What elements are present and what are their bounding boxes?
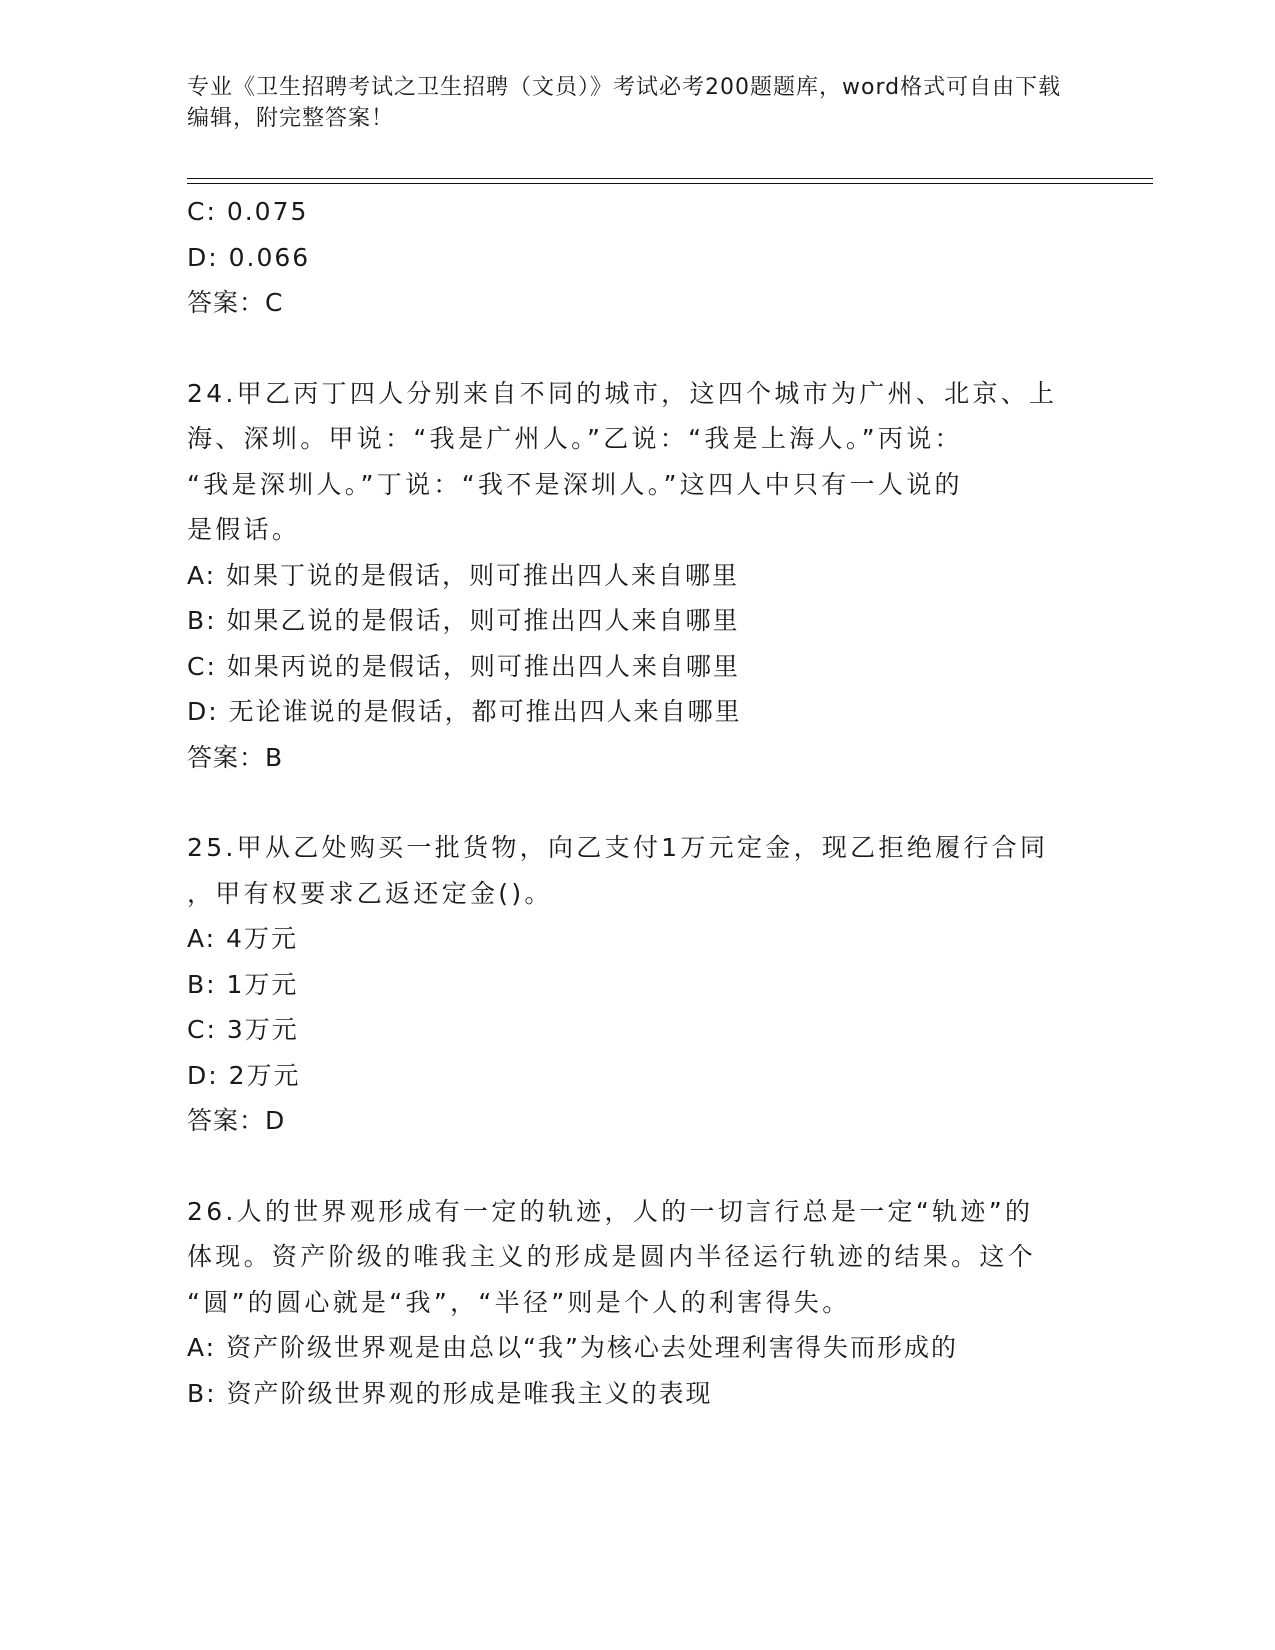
answer-line: 答案：D	[187, 1106, 286, 1135]
option-b: B: 资产阶级世界观的形成是唯我主义的表现	[187, 1378, 713, 1408]
answer-line: 答案：C	[187, 288, 284, 317]
question-stem-line: 24.甲乙丙丁四人分别来自不同的城市，这四个城市为广州、北京、上	[187, 378, 1058, 408]
previous-question-tail	[187, 189, 1067, 326]
question-stem-line: 体现。资产阶级的唯我主义的形成是圆内半径运行轨迹的结果。这个	[187, 1242, 1037, 1271]
option-a: A: 资产阶级世界观是由总以“我”为核心去处理利害得失而形成的	[187, 1333, 958, 1362]
option-c: C: 0.075	[187, 197, 309, 226]
question-25	[187, 825, 1067, 1144]
question-stem-line: 25.甲从乙处购买一批货物，向乙支付1万元定金，现乙拒绝履行合同	[187, 833, 1049, 862]
option-c: C: 3万元	[187, 1015, 299, 1044]
option-d: D: 2万元	[187, 1060, 301, 1090]
question-stem-line: 是假话。	[187, 515, 301, 544]
option-a: A: 4万元	[187, 924, 298, 953]
header-text: 专业《卫生招聘考试之卫生招聘（文员）》考试必考200题题库，word格式可自由下载编辑，附完整答案！	[187, 75, 1062, 131]
header-divider-bottom	[187, 183, 1153, 184]
option-a: A: 如果丁说的是假话，则可推出四人来自哪里	[187, 560, 740, 590]
option-b: B: 如果乙说的是假话，则可推出四人来自哪里	[187, 606, 740, 635]
document-body	[187, 189, 1067, 1416]
document-header	[187, 72, 1067, 134]
question-stem-line: 海、深圳。甲说：“我是广州人。”乙说：“我是上海人。”丙说：	[187, 424, 963, 453]
question-stem-line: “我是深圳人。”丁说：“我不是深圳人。”这四人中只有一人说的	[187, 469, 963, 499]
option-d: D: 无论谁说的是假话，都可推出四人来自哪里	[187, 697, 742, 726]
header-divider-top	[187, 178, 1153, 179]
option-d: D: 0.066	[187, 242, 311, 272]
question-stem-line: 26.人的世界观形成有一定的轨迹，人的一切言行总是一定“轨迹”的	[187, 1196, 1034, 1226]
question-stem-line: ，甲有权要求乙返还定金()。	[187, 878, 553, 908]
question-24	[187, 371, 1067, 781]
option-c: C: 如果丙说的是假话，则可推出四人来自哪里	[187, 651, 740, 681]
question-stem-line: “圆”的圆心就是“我”，“半径”则是个人的利害得失。	[187, 1287, 851, 1317]
question-26	[187, 1189, 1067, 1417]
answer-line: 答案：B	[187, 742, 284, 772]
option-b: B: 1万元	[187, 969, 299, 999]
